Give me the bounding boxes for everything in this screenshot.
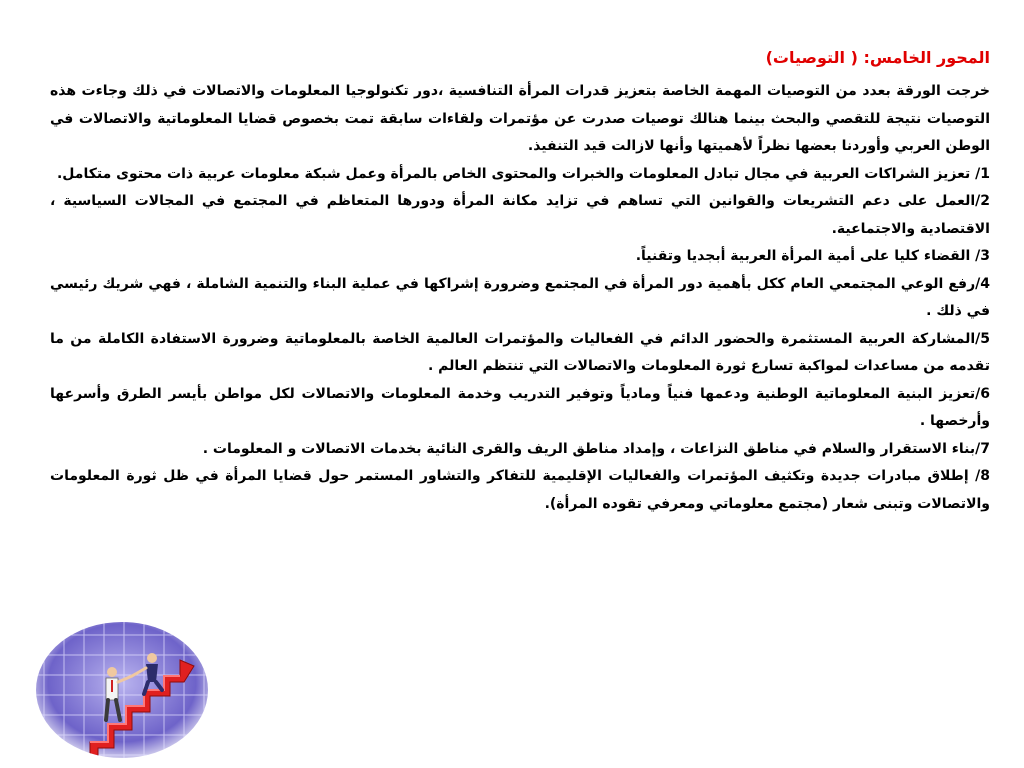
section-heading: المحور الخامس: ( التوصيات) — [765, 48, 990, 67]
intro-paragraph: خرجت الورقة بعدد من التوصيات المهمة الخاصة بتعزيز قدرات المرأة التنافسية ،دور تكنولوجيا المعلومات والاتصالات في ذلك وجاءت هذه التوصيات نتيجة للتقصي والبحث بينما هنالك توصيات صدرت عن مؤتمرات ولقاءات سابقة تمت بخصوص قضايا المعلوماتية والاتصالات في الوطن العربي وأوردنا بعضها نظراً لأهميتها وأنها لازالت قيد التنفيذ. — [50, 83, 990, 154]
recommendation-item-6: 6/تعزيز البنية المعلوماتية الوطنية ودعمها فنياً ومادياً وتوفير التدريب وخدمة المعلومات والاتصالات لكل مواطن بأيسر الطرق وأسرعها وأرخصها . — [50, 385, 990, 429]
recommendation-item-3: 3/ القضاء كليا على أمية المرأة العربية أبجديا وتقنياً. — [635, 248, 990, 264]
recommendation-item-5: 5/المشاركة العربية المستثمرة والحضور الدائم في الفعاليات والمؤتمرات العالمية الخاصة بالمعلوماتية وضرورة الاستفادة الكاملة من ما تقدمه من مساعدات لمواكبة تسارع ثورة المعلومات والاتصالات التي تنتظم العالم . — [50, 330, 990, 374]
recommendation-item-7: 7/بناء الاستقرار والسلام في مناطق النزاعات ، وإمداد مناطق الريف والقرى النائية بخدمات الاتصالات و المعلومات . — [202, 440, 990, 457]
recommendation-item-8: 8/ إطلاق مبادرات جديدة وتكثيف المؤتمرات والفعاليات الإقليمية للتفاكر والتشاور المستمر حول قضايا المرأة في ظل ثورة المعلومات والاتصالات وتبنى شعار (مجتمع معلوماتي ومعرفي تقوده المرأة). — [50, 468, 990, 512]
recommendation-item-1: 1/ تعزيز الشراكات العربية في مجال تبادل المعلومات والخبرات والمحتوى الخاص بالمرأة وعمل شبكة معلومات عربية ذات محتوى متكامل. — [56, 165, 990, 182]
business-people-climbing-stairs-icon — [34, 620, 210, 760]
recommendations-text — [50, 38, 990, 518]
recommendation-item-2: 2/العمل على دعم التشريعات والقوانين التي تساهم في تزايد مكانة المرأة ودورها المتعاظم في المجتمع في المجالات السياسية ، الاقتصادية والاجتماعية. — [50, 193, 990, 237]
recommendation-item-4: 4/رفع الوعي المجتمعي العام ككل بأهمية دور المرأة في المجتمع وضرورة إشراكها في عملية البناء والتنمية الشاملة ، فهي شريك رئيسي في ذلك . — [50, 275, 990, 319]
